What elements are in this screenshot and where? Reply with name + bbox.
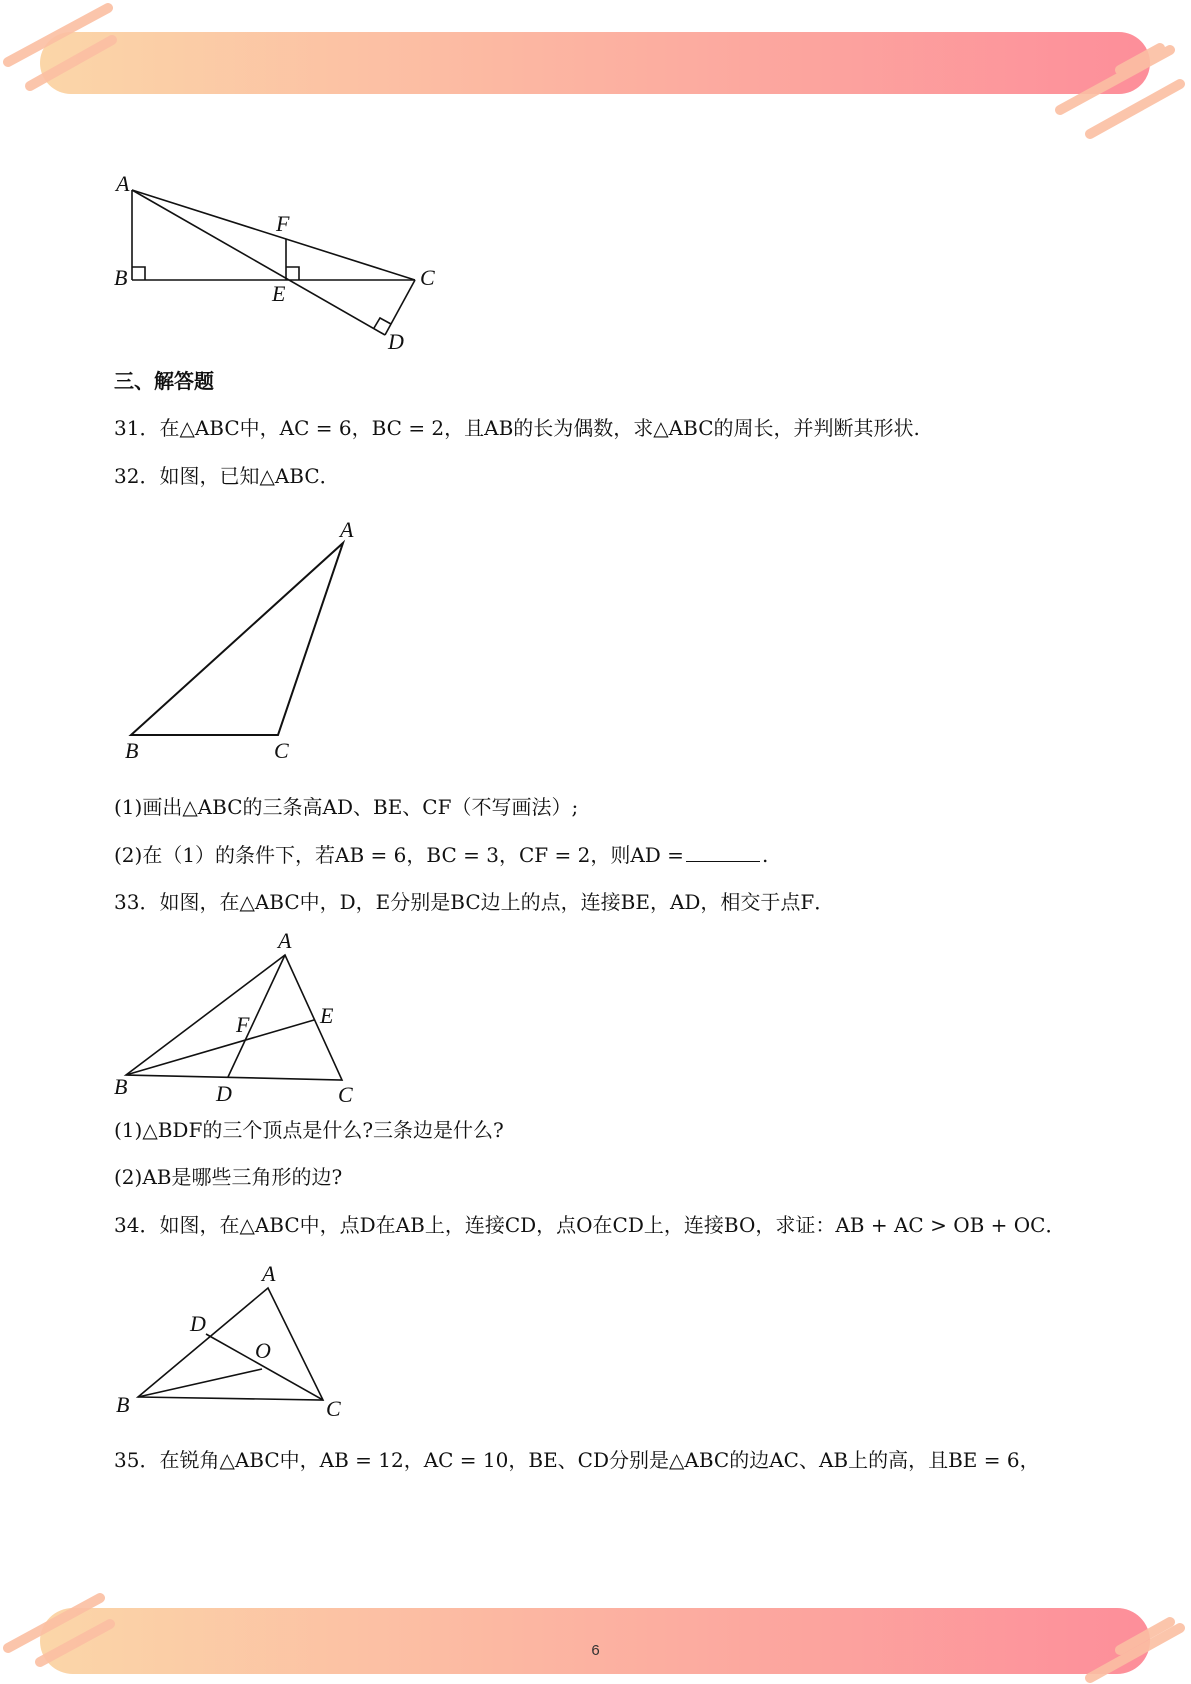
figure-2-triangle	[115, 515, 375, 765]
figure-4-label: D	[190, 1311, 206, 1336]
figure-2-label: A	[340, 517, 354, 542]
figure-1-label: A	[116, 171, 130, 196]
footer-banner-bar	[40, 1608, 1150, 1674]
figure-3-label: D	[216, 1081, 232, 1106]
figure-2-label: B	[125, 738, 139, 763]
figure-1-label: E	[272, 281, 286, 306]
figure-1-label: D	[388, 329, 404, 354]
figure-3-label: B	[114, 1074, 128, 1099]
figure-1-label: F	[276, 211, 290, 236]
question-33-intro: 33．如图，在△ABC中，D，E分别是BC边上的点，连接BE，AD，相交于点F．	[114, 890, 835, 914]
question-32-part-1: (1)画出△ABC的三条高AD、BE、CF（不写画法）;	[114, 795, 579, 819]
answer-blank[interactable]	[686, 843, 760, 862]
header-banner-bar	[40, 32, 1150, 94]
figure-3-label: F	[236, 1012, 250, 1037]
header-banner	[0, 0, 1191, 140]
question-32-part-2-end: .	[761, 843, 769, 867]
question-32-part-2	[114, 840, 1114, 870]
figure-4-label: O	[255, 1338, 271, 1363]
page-number: 6	[591, 1642, 600, 1659]
section-title: 三、解答题	[114, 369, 214, 393]
question-32-intro: 32．如图，已知△ABC．	[114, 464, 340, 488]
figure-1-triangles	[110, 170, 450, 354]
question-33-part-2: (2)AB是哪些三角形的边?	[114, 1165, 343, 1189]
figure-3-label: C	[338, 1082, 353, 1107]
figure-1-label: C	[420, 265, 435, 290]
figure-3-label: E	[320, 1003, 334, 1028]
question-35: 35．在锐角△ABC中，AB = 12，AC = 10，BE、CD分别是△ABC的边AC、AB上的高，且BE = 6，	[114, 1448, 1040, 1472]
question-33-part-1: (1)△BDF的三个顶点是什么?三条边是什么?	[114, 1118, 504, 1142]
figure-2-label: C	[274, 738, 289, 763]
figure-1-label: B	[114, 265, 128, 290]
figure-3-triangle	[110, 930, 370, 1105]
question-32-part-2-text: (2)在（1）的条件下，若AB = 6，BC = 3，CF = 2，则AD =	[114, 843, 684, 867]
figure-4-triangle	[110, 1263, 360, 1423]
figure-4-label: C	[326, 1396, 341, 1421]
figure-4-label: B	[116, 1392, 130, 1417]
question-34-intro: 34．如图，在△ABC中，点D在AB上，连接CD，点O在CD上，连接BO，求证：AB + AC > OB + OC．	[114, 1213, 1066, 1237]
question-31: 31．在△ABC中，AC = 6，BC = 2，且AB的长为偶数，求△ABC的周长，并判断其形状.	[114, 416, 920, 440]
figure-4-label: A	[262, 1261, 276, 1286]
figure-3-label: A	[278, 928, 292, 953]
footer-banner	[0, 1590, 1191, 1684]
